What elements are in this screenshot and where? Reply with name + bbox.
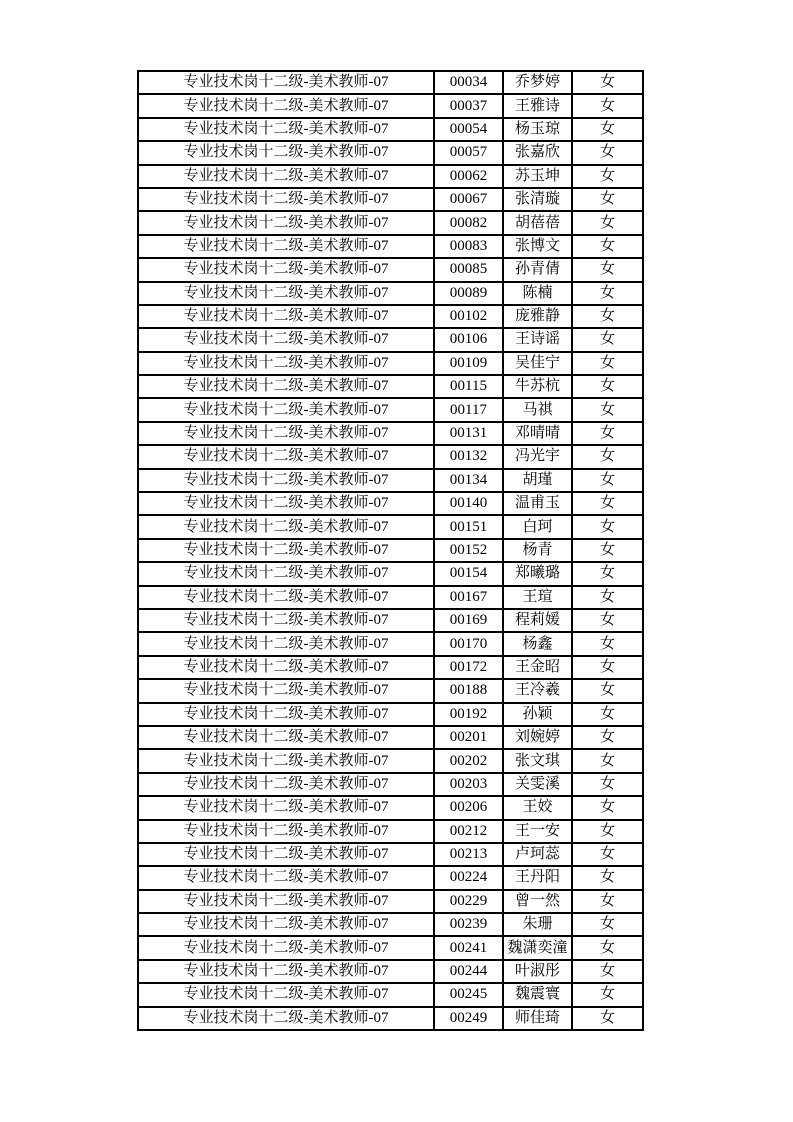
post-cell: 专业技术岗十二级-美术教师-07: [138, 936, 434, 959]
table-row: [138, 398, 643, 421]
id-cell: 00082: [434, 211, 503, 234]
name-cell: 王冷羲: [503, 679, 572, 702]
table-row: [138, 165, 643, 188]
name-cell: 王瑄: [503, 586, 572, 609]
gender-cell: 女: [572, 258, 643, 281]
id-cell: 00169: [434, 609, 503, 632]
id-cell: 00201: [434, 726, 503, 749]
gender-cell: 女: [572, 71, 643, 94]
gender-cell: 女: [572, 983, 643, 1006]
id-cell: 00117: [434, 398, 503, 421]
name-cell: 邓晴晴: [503, 422, 572, 445]
id-cell: 00057: [434, 141, 503, 164]
id-cell: 00188: [434, 679, 503, 702]
table-row: [138, 492, 643, 515]
post-cell: 专业技术岗十二级-美术教师-07: [138, 843, 434, 866]
gender-cell: 女: [572, 843, 643, 866]
gender-cell: 女: [572, 1007, 643, 1030]
gender-cell: 女: [572, 445, 643, 468]
gender-cell: 女: [572, 375, 643, 398]
name-cell: 胡瑾: [503, 469, 572, 492]
post-cell: 专业技术岗十二级-美术教师-07: [138, 469, 434, 492]
gender-cell: 女: [572, 165, 643, 188]
id-cell: 00102: [434, 305, 503, 328]
table-row: [138, 936, 643, 959]
post-cell: 专业技术岗十二级-美术教师-07: [138, 398, 434, 421]
name-cell: 师佳琦: [503, 1007, 572, 1030]
id-cell: 00172: [434, 656, 503, 679]
id-cell: 00115: [434, 375, 503, 398]
id-cell: 00167: [434, 586, 503, 609]
gender-cell: 女: [572, 749, 643, 772]
name-cell: 张嘉欣: [503, 141, 572, 164]
table-row: [138, 726, 643, 749]
post-cell: 专业技术岗十二级-美术教师-07: [138, 632, 434, 655]
gender-cell: 女: [572, 398, 643, 421]
table-row: [138, 141, 643, 164]
name-cell: 杨青: [503, 539, 572, 562]
name-cell: 孙青倩: [503, 258, 572, 281]
gender-cell: 女: [572, 796, 643, 819]
post-cell: 专业技术岗十二级-美术教师-07: [138, 445, 434, 468]
id-cell: 00106: [434, 328, 503, 351]
id-cell: 00083: [434, 235, 503, 258]
name-cell: 王诗谣: [503, 328, 572, 351]
name-cell: 卢珂蕊: [503, 843, 572, 866]
post-cell: 专业技术岗十二级-美术教师-07: [138, 562, 434, 585]
table-row: [138, 983, 643, 1006]
post-cell: 专业技术岗十二级-美术教师-07: [138, 820, 434, 843]
name-cell: 王姣: [503, 796, 572, 819]
table-row: [138, 235, 643, 258]
post-cell: 专业技术岗十二级-美术教师-07: [138, 188, 434, 211]
name-cell: 吴佳宁: [503, 352, 572, 375]
id-cell: 00206: [434, 796, 503, 819]
name-cell: 张文琪: [503, 749, 572, 772]
name-cell: 陈楠: [503, 282, 572, 305]
name-cell: 关雯溪: [503, 773, 572, 796]
name-cell: 牛苏杭: [503, 375, 572, 398]
post-cell: 专业技术岗十二级-美术教师-07: [138, 866, 434, 889]
table-row: [138, 773, 643, 796]
post-cell: 专业技术岗十二级-美术教师-07: [138, 94, 434, 117]
post-cell: 专业技术岗十二级-美术教师-07: [138, 71, 434, 94]
table-row: [138, 539, 643, 562]
id-cell: 00154: [434, 562, 503, 585]
post-cell: 专业技术岗十二级-美术教师-07: [138, 679, 434, 702]
roster-table-body: [138, 71, 643, 1030]
post-cell: 专业技术岗十二级-美术教师-07: [138, 703, 434, 726]
table-row: [138, 679, 643, 702]
table-row: [138, 1007, 643, 1030]
gender-cell: 女: [572, 328, 643, 351]
table-row: [138, 352, 643, 375]
name-cell: 孙颖: [503, 703, 572, 726]
table-row: [138, 375, 643, 398]
gender-cell: 女: [572, 703, 643, 726]
table-row: [138, 586, 643, 609]
post-cell: 专业技术岗十二级-美术教师-07: [138, 726, 434, 749]
post-cell: 专业技术岗十二级-美术教师-07: [138, 211, 434, 234]
id-cell: 00062: [434, 165, 503, 188]
roster-table: [137, 70, 644, 1031]
gender-cell: 女: [572, 188, 643, 211]
id-cell: 00140: [434, 492, 503, 515]
post-cell: 专业技术岗十二级-美术教师-07: [138, 375, 434, 398]
id-cell: 00132: [434, 445, 503, 468]
table-row: [138, 445, 643, 468]
id-cell: 00224: [434, 866, 503, 889]
post-cell: 专业技术岗十二级-美术教师-07: [138, 422, 434, 445]
post-cell: 专业技术岗十二级-美术教师-07: [138, 282, 434, 305]
gender-cell: 女: [572, 118, 643, 141]
gender-cell: 女: [572, 820, 643, 843]
id-cell: 00134: [434, 469, 503, 492]
table-row: [138, 866, 643, 889]
table-row: [138, 258, 643, 281]
gender-cell: 女: [572, 94, 643, 117]
gender-cell: 女: [572, 211, 643, 234]
post-cell: 专业技术岗十二级-美术教师-07: [138, 305, 434, 328]
name-cell: 马祺: [503, 398, 572, 421]
table-row: [138, 211, 643, 234]
table-row: [138, 609, 643, 632]
name-cell: 魏潇奕潼: [503, 936, 572, 959]
gender-cell: 女: [572, 726, 643, 749]
name-cell: 程莉媛: [503, 609, 572, 632]
id-cell: 00203: [434, 773, 503, 796]
id-cell: 00212: [434, 820, 503, 843]
table-row: [138, 422, 643, 445]
name-cell: 张清璇: [503, 188, 572, 211]
id-cell: 00192: [434, 703, 503, 726]
id-cell: 00089: [434, 282, 503, 305]
name-cell: 杨玉琼: [503, 118, 572, 141]
table-row: [138, 282, 643, 305]
name-cell: 白珂: [503, 515, 572, 538]
gender-cell: 女: [572, 352, 643, 375]
table-row: [138, 118, 643, 141]
gender-cell: 女: [572, 492, 643, 515]
post-cell: 专业技术岗十二级-美术教师-07: [138, 796, 434, 819]
id-cell: 00249: [434, 1007, 503, 1030]
table-row: [138, 328, 643, 351]
post-cell: 专业技术岗十二级-美术教师-07: [138, 141, 434, 164]
id-cell: 00054: [434, 118, 503, 141]
table-row: [138, 656, 643, 679]
post-cell: 专业技术岗十二级-美术教师-07: [138, 235, 434, 258]
post-cell: 专业技术岗十二级-美术教师-07: [138, 609, 434, 632]
id-cell: 00244: [434, 960, 503, 983]
gender-cell: 女: [572, 913, 643, 936]
post-cell: 专业技术岗十二级-美术教师-07: [138, 960, 434, 983]
name-cell: 曾一然: [503, 890, 572, 913]
post-cell: 专业技术岗十二级-美术教师-07: [138, 515, 434, 538]
name-cell: 刘婉婷: [503, 726, 572, 749]
post-cell: 专业技术岗十二级-美术教师-07: [138, 328, 434, 351]
name-cell: 朱珊: [503, 913, 572, 936]
post-cell: 专业技术岗十二级-美术教师-07: [138, 749, 434, 772]
table-row: [138, 890, 643, 913]
name-cell: 温甫玉: [503, 492, 572, 515]
name-cell: 叶淑彤: [503, 960, 572, 983]
table-row: [138, 188, 643, 211]
table-row: [138, 796, 643, 819]
id-cell: 00202: [434, 749, 503, 772]
post-cell: 专业技术岗十二级-美术教师-07: [138, 983, 434, 1006]
id-cell: 00109: [434, 352, 503, 375]
gender-cell: 女: [572, 773, 643, 796]
name-cell: 冯光宇: [503, 445, 572, 468]
gender-cell: 女: [572, 679, 643, 702]
name-cell: 苏玉坤: [503, 165, 572, 188]
id-cell: 00229: [434, 890, 503, 913]
post-cell: 专业技术岗十二级-美术教师-07: [138, 165, 434, 188]
gender-cell: 女: [572, 890, 643, 913]
id-cell: 00213: [434, 843, 503, 866]
post-cell: 专业技术岗十二级-美术教师-07: [138, 118, 434, 141]
post-cell: 专业技术岗十二级-美术教师-07: [138, 1007, 434, 1030]
table-row: [138, 469, 643, 492]
gender-cell: 女: [572, 586, 643, 609]
table-row: [138, 820, 643, 843]
name-cell: 张博文: [503, 235, 572, 258]
id-cell: 00239: [434, 913, 503, 936]
table-row: [138, 843, 643, 866]
gender-cell: 女: [572, 235, 643, 258]
table-row: [138, 515, 643, 538]
name-cell: 王一安: [503, 820, 572, 843]
name-cell: 乔梦婷: [503, 71, 572, 94]
name-cell: 王丹阳: [503, 866, 572, 889]
post-cell: 专业技术岗十二级-美术教师-07: [138, 913, 434, 936]
table-row: [138, 749, 643, 772]
post-cell: 专业技术岗十二级-美术教师-07: [138, 773, 434, 796]
gender-cell: 女: [572, 609, 643, 632]
gender-cell: 女: [572, 515, 643, 538]
id-cell: 00034: [434, 71, 503, 94]
table-row: [138, 562, 643, 585]
gender-cell: 女: [572, 960, 643, 983]
gender-cell: 女: [572, 422, 643, 445]
post-cell: 专业技术岗十二级-美术教师-07: [138, 352, 434, 375]
id-cell: 00170: [434, 632, 503, 655]
table-row: [138, 913, 643, 936]
name-cell: 庞雅静: [503, 305, 572, 328]
gender-cell: 女: [572, 656, 643, 679]
post-cell: 专业技术岗十二级-美术教师-07: [138, 258, 434, 281]
post-cell: 专业技术岗十二级-美术教师-07: [138, 656, 434, 679]
table-row: [138, 305, 643, 328]
gender-cell: 女: [572, 936, 643, 959]
post-cell: 专业技术岗十二级-美术教师-07: [138, 492, 434, 515]
id-cell: 00151: [434, 515, 503, 538]
table-row: [138, 960, 643, 983]
name-cell: 郑曦璐: [503, 562, 572, 585]
post-cell: 专业技术岗十二级-美术教师-07: [138, 586, 434, 609]
name-cell: 王金昭: [503, 656, 572, 679]
name-cell: 王雅诗: [503, 94, 572, 117]
id-cell: 00067: [434, 188, 503, 211]
name-cell: 杨鑫: [503, 632, 572, 655]
post-cell: 专业技术岗十二级-美术教师-07: [138, 539, 434, 562]
id-cell: 00241: [434, 936, 503, 959]
gender-cell: 女: [572, 141, 643, 164]
post-cell: 专业技术岗十二级-美术教师-07: [138, 890, 434, 913]
table-row: [138, 703, 643, 726]
id-cell: 00037: [434, 94, 503, 117]
gender-cell: 女: [572, 282, 643, 305]
gender-cell: 女: [572, 866, 643, 889]
table-row: [138, 632, 643, 655]
id-cell: 00131: [434, 422, 503, 445]
gender-cell: 女: [572, 632, 643, 655]
id-cell: 00152: [434, 539, 503, 562]
gender-cell: 女: [572, 305, 643, 328]
id-cell: 00085: [434, 258, 503, 281]
gender-cell: 女: [572, 469, 643, 492]
id-cell: 00245: [434, 983, 503, 1006]
gender-cell: 女: [572, 539, 643, 562]
gender-cell: 女: [572, 562, 643, 585]
table-row: [138, 94, 643, 117]
name-cell: 魏震寰: [503, 983, 572, 1006]
table-row: [138, 71, 643, 94]
name-cell: 胡蓓蓓: [503, 211, 572, 234]
